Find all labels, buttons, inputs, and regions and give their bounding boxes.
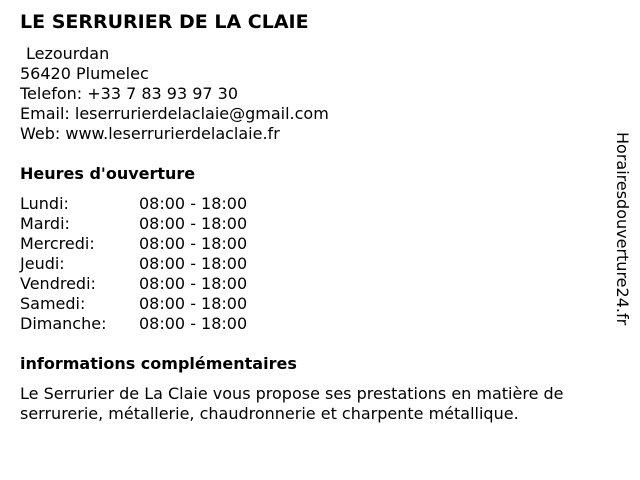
city-line: 56420 Plumelec	[20, 64, 149, 83]
web-line: Web: www.leserrurierdelaclaie.fr	[20, 124, 280, 143]
address-block	[20, 44, 329, 144]
time-range: 08:00 - 18:00	[139, 274, 248, 293]
hours-row-wednesday	[20, 234, 247, 254]
additional-info-text: Le Serrurier de La Claie vous propose ses prestations en matière de serrurerie, métallerie, chaudronnerie et charpente métallique.	[20, 384, 564, 423]
hours-row-monday	[20, 194, 247, 214]
time-range: 08:00 - 18:00	[139, 254, 248, 273]
day-label: Jeudi:	[20, 254, 65, 273]
phone-line: Telefon: +33 7 83 93 97 30	[20, 84, 239, 103]
time-range: 08:00 - 18:00	[139, 314, 248, 333]
day-label: Samedi:	[20, 294, 86, 313]
time-range: 08:00 - 18:00	[139, 294, 248, 313]
additional-info-heading: informations complémentaires	[20, 354, 297, 373]
day-label: Mercredi:	[20, 234, 95, 253]
opening-hours-heading: Heures d'ouverture	[20, 164, 196, 183]
hours-row-tuesday	[20, 214, 247, 234]
day-label: Dimanche:	[20, 314, 107, 333]
email-line: Email: leserrurierdelaclaie@gmail.com	[20, 104, 329, 123]
time-range: 08:00 - 18:00	[139, 214, 248, 233]
street-line: Lezourdan	[26, 44, 110, 63]
day-label: Vendredi:	[20, 274, 96, 293]
time-range: 08:00 - 18:00	[139, 194, 248, 213]
business-name: LE SERRURIER DE LA CLAIE	[20, 11, 309, 33]
day-label: Mardi:	[20, 214, 70, 233]
day-label: Lundi:	[20, 194, 69, 213]
hours-row-saturday	[20, 294, 247, 314]
opening-hours-table	[20, 194, 247, 334]
hours-row-sunday	[20, 314, 247, 334]
time-range: 08:00 - 18:00	[139, 234, 248, 253]
hours-row-thursday	[20, 254, 247, 274]
hours-row-friday	[20, 274, 247, 294]
site-watermark: Horairesdouverture24.fr	[613, 132, 632, 326]
